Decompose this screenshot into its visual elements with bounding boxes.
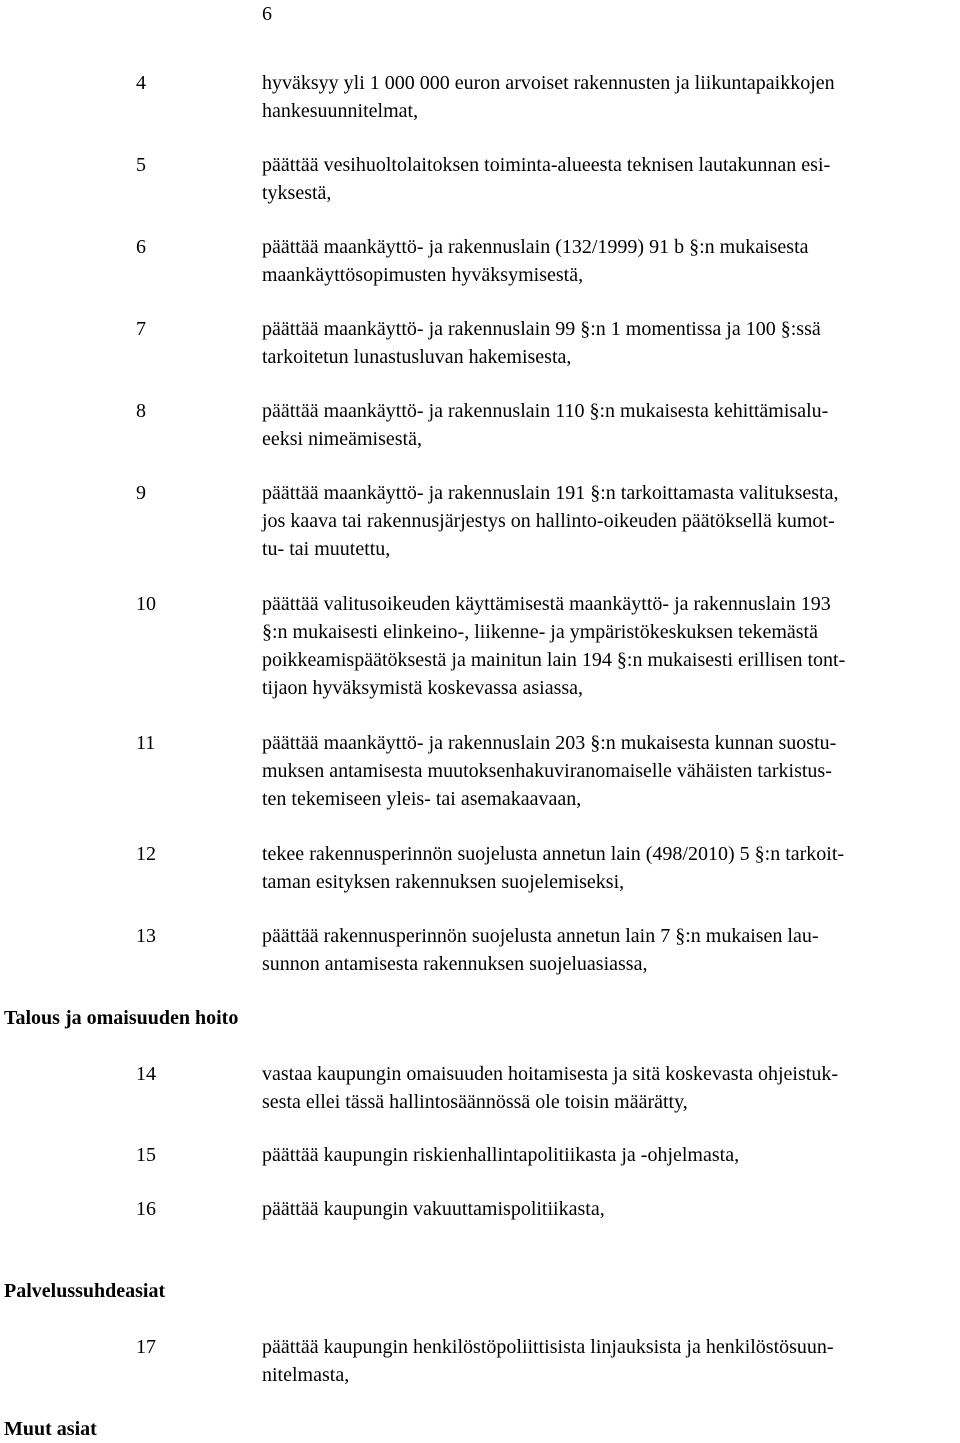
- item-number: 11: [136, 732, 156, 754]
- item-number: 13: [136, 925, 156, 947]
- section-heading-personnel: Palvelussuhdeasiat: [4, 1280, 166, 1302]
- item-number: 12: [136, 843, 156, 865]
- item-number: 8: [136, 400, 146, 422]
- item-text: päättää kaupungin riskienhallintapolitiikasta ja -ohjelmasta,: [262, 1144, 740, 1166]
- item-number: 14: [136, 1063, 156, 1085]
- item-number: 17: [136, 1336, 156, 1358]
- item-number: 4: [136, 72, 146, 94]
- item-text: päättää vesihuoltolaitoksen toiminta-alueesta teknisen lautakunnan esi- tyksestä,: [262, 154, 831, 204]
- item-text: päättää maankäyttö- ja rakennuslain (132/1999) 91 b §:n mukaisesta maankäyttösopimusten hyväksymisestä,: [262, 236, 809, 286]
- item-text: päättää maankäyttö- ja rakennuslain 99 §:n 1 momentissa ja 100 §:ssä tarkoitetun lunastusluvan hakemisesta,: [262, 318, 821, 368]
- item-text: päättää kaupungin vakuuttamispolitiikasta,: [262, 1198, 605, 1220]
- section-heading-other: Muut asiat: [4, 1418, 97, 1440]
- item-number: 15: [136, 1144, 156, 1166]
- section-heading-finance: Talous ja omaisuuden hoito: [4, 1007, 239, 1029]
- page-number: 6: [262, 3, 272, 25]
- item-number: 10: [136, 593, 156, 615]
- item-text: hyväksyy yli 1 000 000 euron arvoiset rakennusten ja liikuntapaikkojen hankesuunnitelmat,: [262, 72, 835, 122]
- item-text: päättää maankäyttö- ja rakennuslain 203 §:n mukaisesta kunnan suostu- muksen antamisesta muutoksenhakuviranomaiselle vähäisten tarkistus- ten tekemiseen yleis- tai asemakaavaan,: [262, 732, 837, 810]
- item-text: tekee rakennusperinnön suojelusta annetun lain (498/2010) 5 §:n tarkoit- taman esityksen rakennuksen suojelemiseksi,: [262, 843, 845, 893]
- item-number: 5: [136, 154, 146, 176]
- item-number: 9: [136, 482, 146, 504]
- item-text: päättää maankäyttö- ja rakennuslain 110 §:n mukaisesta kehittämisalu- eeksi nimeämisestä,: [262, 400, 829, 450]
- item-text: päättää rakennusperinnön suojelusta annetun lain 7 §:n mukaisen lau- sunnon antamisesta rakennuksen suojeluasiassa,: [262, 925, 819, 975]
- item-number: 16: [136, 1198, 156, 1220]
- item-text: päättää kaupungin henkilöstöpoliittisista linjauksista ja henkilöstösuun- nitelmasta,: [262, 1336, 834, 1386]
- item-number: 7: [136, 318, 146, 340]
- item-text: päättää maankäyttö- ja rakennuslain 191 §:n tarkoittamasta valituksesta, jos kaava tai rakennusjärjestys on hallinto-oikeuden päätöksellä kumot- tu- tai muutettu,: [262, 482, 839, 560]
- item-text: vastaa kaupungin omaisuuden hoitamisesta ja sitä koskevasta ohjeistuk- sesta ellei tässä hallintosäännössä ole toisin määrätty,: [262, 1063, 838, 1113]
- item-text: päättää valitusoikeuden käyttämisestä maankäyttö- ja rakennuslain 193 §:n mukaisesti elinkeino-, liikenne- ja ympäristökeskuksen tekemästä poikkeamispäätöksestä ja mainitun lain 194 §:n mukaisesti erillisen tont- tijaon hyväksymistä koskevassa asiassa,: [262, 593, 846, 699]
- item-number: 6: [136, 236, 146, 258]
